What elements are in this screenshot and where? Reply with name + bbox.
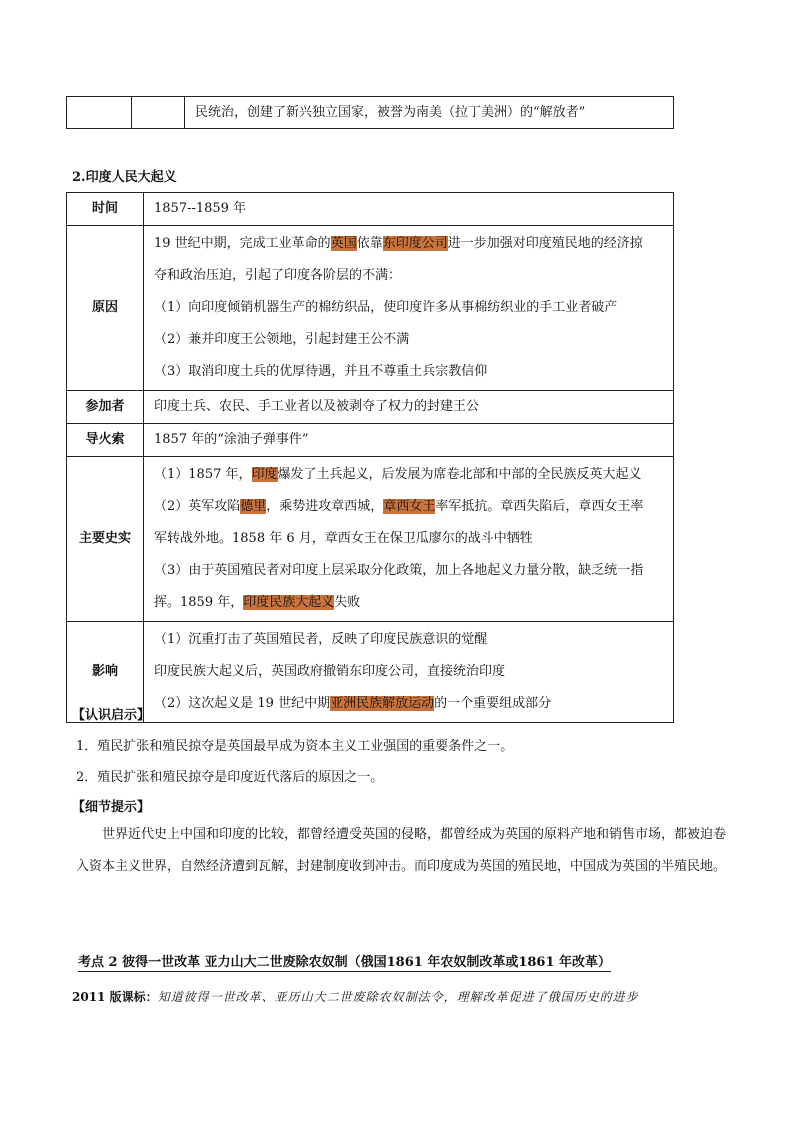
row-value: [144, 622, 674, 723]
curriculum-label: 2011 版课标：: [72, 990, 158, 1004]
highlight: 章西女王: [383, 499, 436, 514]
text-line: （2）这次起义是 19 世纪中期亚洲民族解放运动的一个重要组成部分: [154, 696, 552, 711]
india-uprising-table: [66, 192, 674, 723]
text-line: （1）沉重打击了英国殖民者，反映了印度民族意识的觉醒: [154, 632, 488, 647]
row-value: [144, 457, 674, 622]
text-line: （1）1857 年，印度爆发了土兵起义，后发展为席卷北部和中部的全民族反英大起义: [154, 467, 642, 482]
previous-table-fragment: [66, 96, 674, 129]
table-row-trigger: [67, 424, 674, 457]
text-line: 夺和政治压迫，引起了印度各阶层的不满：: [154, 268, 402, 283]
text-line: 19 世纪中期，完成工业革命的英国依靠东印度公司进一步加强对印度殖民地的经济掠: [154, 236, 643, 251]
row-header: 导火索: [67, 424, 144, 457]
text-line: 军转战外地。1858 年 6 月，章西女王在保卫瓜廖尔的战斗中牺牲: [154, 531, 533, 546]
table-row-impact: [67, 622, 674, 723]
curriculum-standard: [72, 988, 639, 1005]
row-value: [144, 226, 674, 391]
row-value: 1857 年的“涂油子弹事件”: [144, 424, 674, 457]
table-row-time: [67, 193, 674, 226]
table-row-participants: [67, 391, 674, 424]
highlight: 印度: [251, 467, 278, 482]
row-value: 1857--1859 年: [144, 193, 674, 226]
row-value: 印度土兵、农民、手工业者以及被剥夺了权力的封建王公: [144, 391, 674, 424]
table-cell-empty: [132, 97, 185, 129]
table-row: [67, 97, 674, 129]
table-cell-text: 民统治，创建了新兴独立国家，被誉为南美（拉丁美洲）的“解放者”: [185, 97, 674, 129]
text-line: （3）由于英国殖民者对印度上层采取分化政策，加上各地起义力量分散，缺乏统一指: [154, 563, 644, 578]
text-line: （1）向印度倾销机器生产的棉纺织品，使印度许多从事棉纺织业的手工业者破产: [154, 300, 618, 315]
section-title: 2.印度人民大起义: [72, 170, 177, 185]
insight-heading: 【认识启示】: [72, 708, 151, 723]
text-line: （3）取消印度土兵的优厚待遇，并且不尊重土兵宗教信仰: [154, 364, 488, 379]
highlight: 亚洲民族解放运动: [330, 696, 435, 711]
row-header: 参加者: [67, 391, 144, 424]
topic-2-heading: 考点 2 彼得一世改革 亚力山大二世废除农奴制（俄国1861 年农奴制改革或1861 年改革）: [78, 951, 611, 972]
insight-point-2: 2．殖民扩张和殖民掠夺是印度近代落后的原因之一。: [76, 770, 384, 785]
detail-heading: 【细节提示】: [72, 800, 151, 815]
row-header: 影响: [67, 622, 144, 723]
row-header: 时间: [67, 193, 144, 226]
row-header: 主要史实: [67, 457, 144, 622]
table-row-events: [67, 457, 674, 622]
row-header: 原因: [67, 226, 144, 391]
curriculum-text: 知道彼得一世改革、亚历山大二世废除农奴制法令，理解改革促进了俄国历史的进步: [157, 990, 639, 1004]
text-line: 挥。1859 年，印度民族大起义失败: [154, 595, 361, 610]
detail-paragraph: 世界近代史上中国和印度的比较，都曾经遭受英国的侵略，都曾经成为英国的原料产地和销售市场，都被迫卷入资本主义世界，自然经济遭到瓦解，封建制度收到冲击。而印度成为英国的殖民地，中国成为英国的半殖民地。: [76, 827, 727, 874]
highlight: 英国: [330, 236, 357, 251]
highlight: 东印度公司: [382, 236, 448, 251]
text-line: （2）兼并印度王公领地，引起封建王公不满: [154, 332, 410, 347]
highlight: 德里: [240, 499, 267, 514]
text-line: 印度民族大起义后，英国政府撤销东印度公司，直接统治印度: [154, 664, 506, 679]
table-cell-empty: [67, 97, 132, 129]
insight-point-1: 1．殖民扩张和殖民掠夺是英国最早成为资本主义工业强国的重要条件之一。: [76, 739, 514, 754]
highlight: 印度民族大起义: [243, 595, 335, 610]
table-row-cause: [67, 226, 674, 391]
text-line: （2）英军攻陷德里，乘势进攻章西城，章西女王率军抵抗。章西失陷后，章西女王率: [154, 499, 644, 514]
